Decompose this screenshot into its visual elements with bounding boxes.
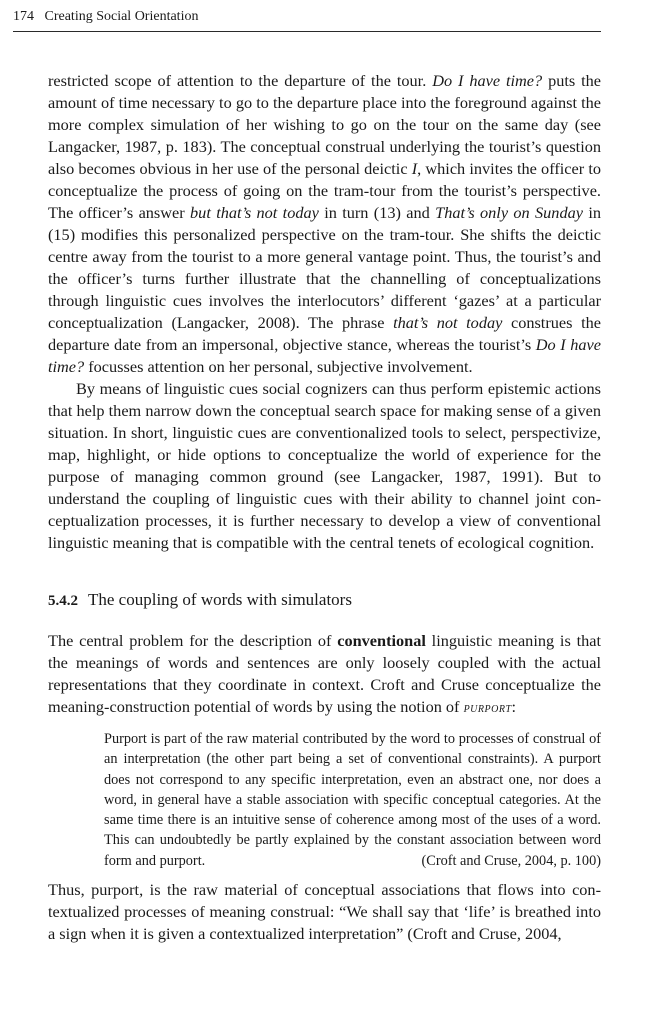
- purport-term: purport: [463, 701, 512, 716]
- section-number: 5.4.2: [48, 593, 78, 609]
- paragraph-3: The central problem for the description of conventional linguistic meaning is that the meanings of words and sentences are only loosely coupled with the actual representations that they coordinate in context. Croft and Cruse conceptualize the meaning-construction potential of words by using the notion of purport:: [48, 631, 601, 716]
- paragraph-2: By means of linguistic cues social cognizers can thus perform epistemic actions that help them narrow down the conceptual search space for making sense of a given situation. In short, linguistic cues are conventionalized tools to select, perspectivize, map, highlight, or hide options to conceptualize the world of experience for the purpose of managing common ground (see Langacker, 1987, 1991). But to understand the coupling of linguistic cues with their ability to channel joint conceptualization processes, it is further necessary to develop a view of conventional linguistic meaning that is compatible with the central tenets of ecological cognition.: [48, 379, 601, 552]
- running-title: Creating Social Orientation: [44, 9, 199, 24]
- block-quote-citation: (Croft and Cruse, 2004, p. 100): [421, 852, 601, 869]
- page-body: [48, 70, 601, 945]
- block-quote-text: Purport is part of the raw material contributed by the word to processes of construal of an interpretation (the other part being a set of conventional constraints). A purport does not correspond to any specific interpretation, even an abstract one, nor does a word, in general have a stable association with specific conceptual categories. At the same time there is an intuitive sense of coherence among most of the uses of a word. This can undoubtedly be partly explained by the constant association between word form and purport.: [104, 731, 601, 869]
- paragraph-4: Thus, purport, is the raw material of conceptual associations that flows into contextualized processes of meaning construal: “We shall say that ‘life’ is breathed into a sign when it is given a contextualized interpretation” (Croft and Cruse, 2004,: [48, 880, 601, 944]
- page-number: 174: [13, 9, 34, 24]
- block-quote: [104, 729, 601, 871]
- running-header: [13, 7, 601, 32]
- section-title: The coupling of words with simulators: [88, 590, 352, 609]
- paragraph-1: restricted scope of attention to the departure of the tour. Do I have time? puts the amount of time necessary to go to the departure place into the foreground against the more complex simulation of her wishing to go on the tour on the same day (see Langacker, 1987, p. 183). The conceptual construal underlying the tourist’s question also becomes obvious in her use of the personal deictic I, which invites the officer to conceptualize the process of going on the tram-tour from the tourist’s perspective. The officer’s answer but that’s not today in turn (13) and That’s only on Sunday in (15) modifies this personalized perspective on the tram-tour. She shifts the deictic centre away from the tourist to a more general vantage point. Thus, the tourist’s and the officer’s turns further illustrate that the channelling of conceptualizations through linguistic cues involves the interlocutors’ different ‘gazes’ at a particular conceptualization (Langacker, 2008). The phrase that’s not today construes the departure date from an impersonal, objective stance, whereas the tourist’s Do I have time? focusses attention on her personal, subjective involvement.: [48, 71, 602, 376]
- section-heading: [48, 589, 601, 612]
